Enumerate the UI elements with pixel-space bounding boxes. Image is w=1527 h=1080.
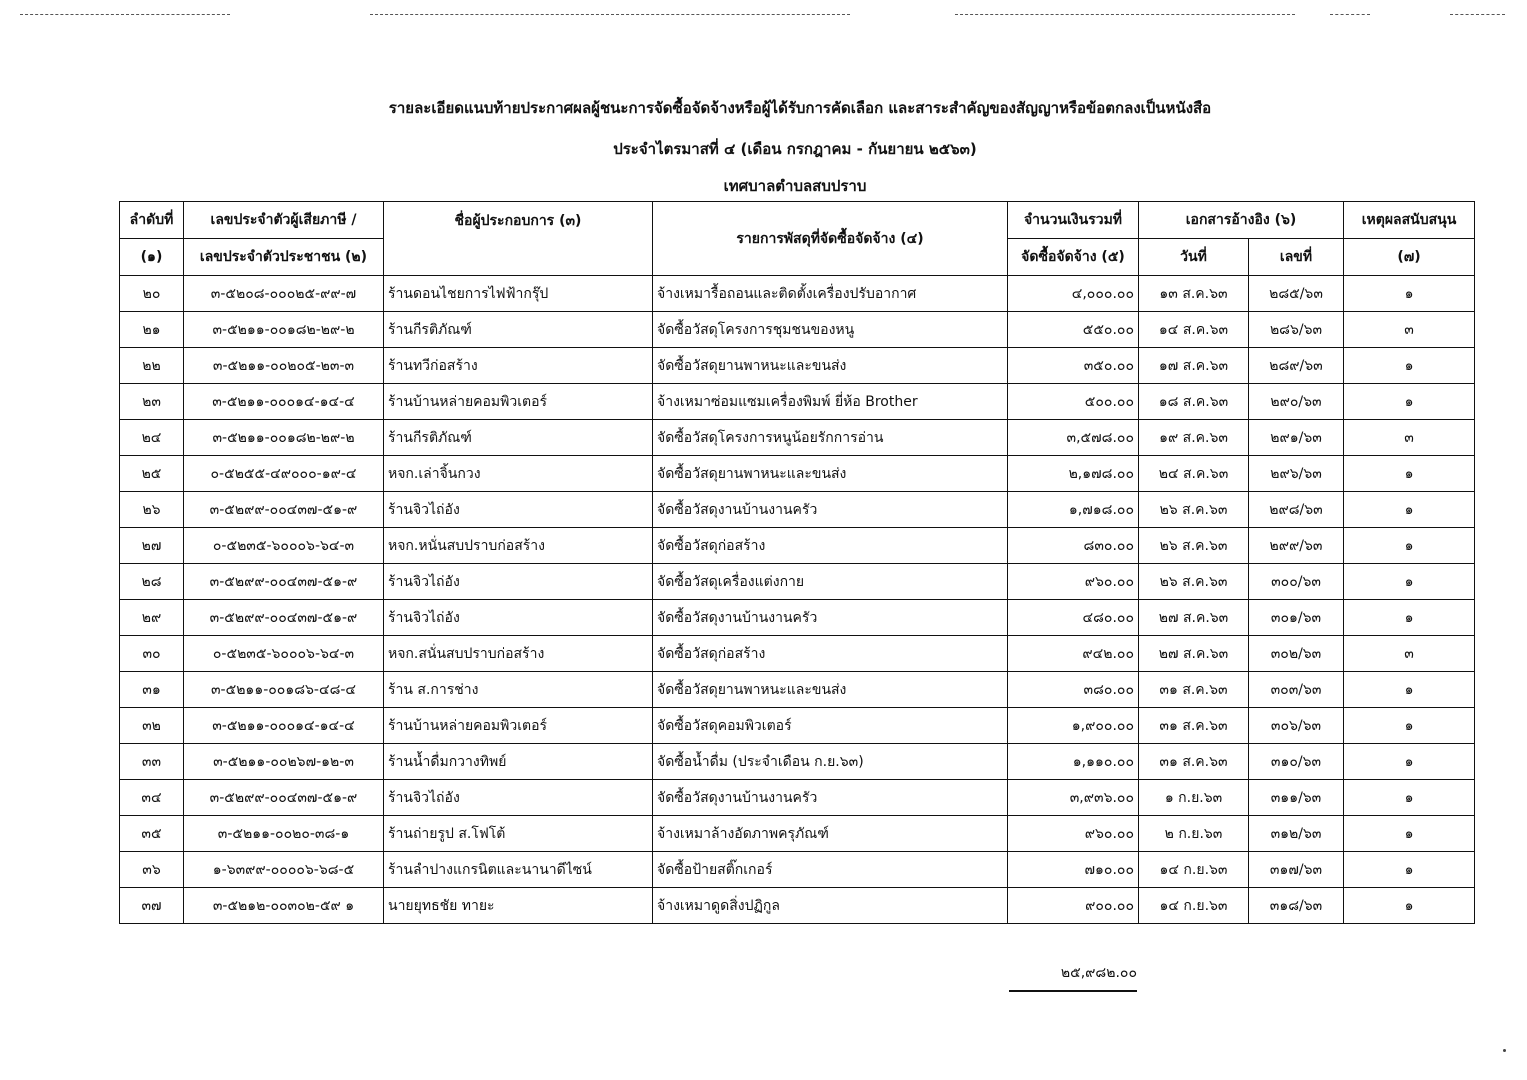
cell-taxid: ๐-๕๒๕๕-๔๙๐๐๐-๑๙-๔ bbox=[184, 456, 384, 492]
cell-seq: ๓๗ bbox=[120, 888, 184, 924]
header-reason: เหตุผลสนับสนุน bbox=[1344, 202, 1475, 239]
header-item: รายการพัสดุที่จัดซื้อจัดจ้าง (๔) bbox=[653, 202, 1008, 276]
header-ref-no: เลขที่ bbox=[1249, 239, 1344, 276]
cell-ref-date: ๑๔ ส.ค.๖๓ bbox=[1139, 312, 1249, 348]
cell-reason: ๑ bbox=[1344, 708, 1475, 744]
cell-reason: ๑ bbox=[1344, 276, 1475, 312]
cell-item: จัดซื้อวัสดุงานบ้านงานครัว bbox=[653, 492, 1008, 528]
cell-reason: ๑ bbox=[1344, 816, 1475, 852]
cell-ref-no: ๓๐๓/๖๓ bbox=[1249, 672, 1344, 708]
cell-ref-date: ๒ ก.ย.๖๓ bbox=[1139, 816, 1249, 852]
cell-amount: ๔,๐๐๐.๐๐ bbox=[1008, 276, 1139, 312]
cell-item: จัดซื้อวัสดุคอมพิวเตอร์ bbox=[653, 708, 1008, 744]
cell-amount: ๓,๕๗๘.๐๐ bbox=[1008, 420, 1139, 456]
cell-taxid: ๑-๖๓๙๙-๐๐๐๐๖-๖๘-๕ bbox=[184, 852, 384, 888]
cell-taxid: ๓-๕๒๙๙-๐๐๔๓๗-๕๑-๙ bbox=[184, 492, 384, 528]
cell-ref-date: ๒๖ ส.ค.๖๓ bbox=[1139, 564, 1249, 600]
cell-seq: ๓๒ bbox=[120, 708, 184, 744]
table-row bbox=[120, 276, 1475, 312]
cell-ref-no: ๓๐๖/๖๓ bbox=[1249, 708, 1344, 744]
cell-vendor: ร้านจิวไถ่อัง bbox=[384, 564, 653, 600]
cell-amount: ๓๕๐.๐๐ bbox=[1008, 348, 1139, 384]
cell-item: จัดซื้อน้ำดื่ม (ประจำเดือน ก.ย.๖๓) bbox=[653, 744, 1008, 780]
cell-taxid: ๓-๕๒๑๑-๐๐๑๘๖-๔๘-๔ bbox=[184, 672, 384, 708]
table-row bbox=[120, 420, 1475, 456]
table-row bbox=[120, 528, 1475, 564]
cell-item: จัดซื้อวัสดุก่อสร้าง bbox=[653, 636, 1008, 672]
cell-reason: ๑ bbox=[1344, 888, 1475, 924]
grand-total: ๒๕,๙๘๒.๐๐ bbox=[1009, 962, 1137, 992]
cell-item: จัดซื้อวัสดุงานบ้านงานครัว bbox=[653, 600, 1008, 636]
cell-item: จัดซื้อวัสดุโครงการหนูน้อยรักการอ่าน bbox=[653, 420, 1008, 456]
cell-item: จัดซื้อวัสดุยานพาหนะและขนส่ง bbox=[653, 348, 1008, 384]
table-row bbox=[120, 564, 1475, 600]
cell-item: จัดซื้อวัสดุก่อสร้าง bbox=[653, 528, 1008, 564]
cell-amount: ๕๐๐.๐๐ bbox=[1008, 384, 1139, 420]
cell-taxid: ๐-๕๒๓๕-๖๐๐๐๖-๖๔-๓ bbox=[184, 528, 384, 564]
cell-amount: ๘๓๐.๐๐ bbox=[1008, 528, 1139, 564]
cell-ref-no: ๓๑๗/๖๓ bbox=[1249, 852, 1344, 888]
cell-reason: ๑ bbox=[1344, 564, 1475, 600]
cell-ref-date: ๑๙ ส.ค.๖๓ bbox=[1139, 420, 1249, 456]
cell-reason: ๓ bbox=[1344, 312, 1475, 348]
cell-amount: ๓,๙๓๖.๐๐ bbox=[1008, 780, 1139, 816]
cell-item: จัดซื้อป้ายสติ๊กเกอร์ bbox=[653, 852, 1008, 888]
cell-vendor: ร้านน้ำดื่มกวางทิพย์ bbox=[384, 744, 653, 780]
cell-item: จัดซื้อวัสดุโครงการชุมชนของหนู bbox=[653, 312, 1008, 348]
cell-ref-no: ๒๙๙/๖๓ bbox=[1249, 528, 1344, 564]
cell-reason: ๑ bbox=[1344, 780, 1475, 816]
cell-taxid: ๓-๕๒๑๑-๐๐๒๖๗-๑๒-๓ bbox=[184, 744, 384, 780]
cell-seq: ๓๔ bbox=[120, 780, 184, 816]
cell-vendor: ร้านจิวไถ่อัง bbox=[384, 600, 653, 636]
cell-item: จัดซื้อวัสดุงานบ้านงานครัว bbox=[653, 780, 1008, 816]
cell-item: จัดซื้อวัสดุยานพาหนะและขนส่ง bbox=[653, 456, 1008, 492]
cell-ref-date: ๓๑ ส.ค.๖๓ bbox=[1139, 672, 1249, 708]
scan-speck bbox=[1503, 1049, 1506, 1052]
table-row bbox=[120, 780, 1475, 816]
cell-seq: ๒๑ bbox=[120, 312, 184, 348]
cell-item: จ้างเหมาดูดสิ่งปฏิกูล bbox=[653, 888, 1008, 924]
cell-ref-no: ๓๑๐/๖๓ bbox=[1249, 744, 1344, 780]
cell-vendor: ร้าน ส.การช่าง bbox=[384, 672, 653, 708]
table-row bbox=[120, 636, 1475, 672]
document-title: รายละเอียดแนบท้ายประกาศผลผู้ชนะการจัดซื้อจัดจ้างหรือผู้ได้รับการคัดเลือก และสาระสำคัญของสัญญาหรือข้อตกลงเป็นหนังสือ bbox=[388, 99, 1212, 117]
header-taxid-line2: เลขประจำตัวประชาชน (๒) bbox=[184, 239, 384, 276]
cell-seq: ๓๑ bbox=[120, 672, 184, 708]
cell-reason: ๓ bbox=[1344, 420, 1475, 456]
cell-seq: ๓๖ bbox=[120, 852, 184, 888]
scan-artifact-top-mid bbox=[370, 14, 850, 15]
table-row bbox=[120, 888, 1475, 924]
cell-vendor: ร้านจิวไถ่อัง bbox=[384, 492, 653, 528]
cell-vendor: ร้านบ้านหล่ายคอมพิวเตอร์ bbox=[384, 384, 653, 420]
cell-amount: ๗๑๐.๐๐ bbox=[1008, 852, 1139, 888]
cell-ref-date: ๑๓ ส.ค.๖๓ bbox=[1139, 276, 1249, 312]
cell-vendor: ร้านจิวไถ่อัง bbox=[384, 780, 653, 816]
cell-ref-no: ๒๙๘/๖๓ bbox=[1249, 492, 1344, 528]
cell-ref-no: ๓๐๐/๖๓ bbox=[1249, 564, 1344, 600]
cell-seq: ๒๐ bbox=[120, 276, 184, 312]
procurement-table bbox=[119, 201, 1475, 924]
cell-ref-no: ๒๘๕/๖๓ bbox=[1249, 276, 1344, 312]
cell-item: จ้างเหมาซ่อมแซมเครื่องพิมพ์ ยี่ห้อ Brother bbox=[653, 384, 1008, 420]
cell-taxid: ๓-๕๒๐๘-๐๐๐๒๕-๙๙-๗ bbox=[184, 276, 384, 312]
cell-seq: ๒๒ bbox=[120, 348, 184, 384]
cell-item: จ้างเหมาล้างอัดภาพครุภัณฑ์ bbox=[653, 816, 1008, 852]
cell-vendor: หจก.เล่าจิ้นกวง bbox=[384, 456, 653, 492]
cell-taxid: ๓-๕๒๑๑-๐๐๑๘๒-๒๙-๒ bbox=[184, 312, 384, 348]
table-row bbox=[120, 672, 1475, 708]
table-row bbox=[120, 492, 1475, 528]
cell-vendor: หจก.สนั่นสบปราบก่อสร้าง bbox=[384, 636, 653, 672]
cell-reason: ๑ bbox=[1344, 744, 1475, 780]
cell-ref-date: ๒๔ ส.ค.๖๓ bbox=[1139, 456, 1249, 492]
cell-ref-no: ๒๘๖/๖๓ bbox=[1249, 312, 1344, 348]
cell-ref-no: ๒๘๙/๖๓ bbox=[1249, 348, 1344, 384]
cell-amount: ๙๐๐.๐๐ bbox=[1008, 888, 1139, 924]
cell-item: จ้างเหมารื้อถอนและติดตั้งเครื่องปรับอากาศ bbox=[653, 276, 1008, 312]
cell-seq: ๒๓ bbox=[120, 384, 184, 420]
header-amount-line2: จัดซื้อจัดจ้าง (๕) bbox=[1008, 239, 1139, 276]
cell-taxid: ๓-๕๒๑๑-๐๐๐๑๔-๑๔-๔ bbox=[184, 384, 384, 420]
organization-name: เทศบาลตำบลสบปราบ bbox=[723, 177, 867, 195]
table-row bbox=[120, 744, 1475, 780]
cell-reason: ๑ bbox=[1344, 672, 1475, 708]
cell-ref-date: ๑ ก.ย.๖๓ bbox=[1139, 780, 1249, 816]
table-row bbox=[120, 852, 1475, 888]
cell-ref-date: ๒๖ ส.ค.๖๓ bbox=[1139, 492, 1249, 528]
table-row bbox=[120, 816, 1475, 852]
cell-amount: ๑,๗๑๘.๐๐ bbox=[1008, 492, 1139, 528]
cell-seq: ๒๘ bbox=[120, 564, 184, 600]
cell-taxid: ๓-๕๒๑๑-๐๐๒๐๕-๒๓-๓ bbox=[184, 348, 384, 384]
cell-vendor: หจก.หนั่นสบปราบก่อสร้าง bbox=[384, 528, 653, 564]
cell-ref-date: ๑๘ ส.ค.๖๓ bbox=[1139, 384, 1249, 420]
header-seq: ลำดับที่ bbox=[120, 202, 184, 239]
cell-taxid: ๓-๕๒๙๙-๐๐๔๓๗-๕๑-๙ bbox=[184, 780, 384, 816]
cell-reason: ๑ bbox=[1344, 456, 1475, 492]
table-row bbox=[120, 708, 1475, 744]
cell-item: จัดซื้อวัสดุยานพาหนะและขนส่ง bbox=[653, 672, 1008, 708]
scan-artifact-top-left bbox=[20, 14, 230, 15]
cell-seq: ๒๕ bbox=[120, 456, 184, 492]
cell-vendor: นายยุทธชัย ทายะ bbox=[384, 888, 653, 924]
cell-seq: ๒๔ bbox=[120, 420, 184, 456]
cell-seq: ๒๙ bbox=[120, 600, 184, 636]
table-row bbox=[120, 600, 1475, 636]
cell-amount: ๙๔๒.๐๐ bbox=[1008, 636, 1139, 672]
cell-reason: ๑ bbox=[1344, 600, 1475, 636]
cell-ref-date: ๓๑ ส.ค.๖๓ bbox=[1139, 708, 1249, 744]
cell-seq: ๒๗ bbox=[120, 528, 184, 564]
scan-artifact-top-corner bbox=[1330, 14, 1370, 15]
cell-vendor: ร้านกีรติภัณฑ์ bbox=[384, 420, 653, 456]
cell-amount: ๓๘๐.๐๐ bbox=[1008, 672, 1139, 708]
header-ref-docs: เอกสารอ้างอิง (๖) bbox=[1139, 202, 1344, 239]
cell-reason: ๑ bbox=[1344, 348, 1475, 384]
cell-item: จัดซื้อวัสดุเครื่องแต่งกาย bbox=[653, 564, 1008, 600]
header-ref-date: วันที่ bbox=[1139, 239, 1249, 276]
cell-reason: ๑ bbox=[1344, 528, 1475, 564]
cell-reason: ๑ bbox=[1344, 852, 1475, 888]
cell-ref-no: ๓๐๒/๖๓ bbox=[1249, 636, 1344, 672]
cell-seq: ๓๓ bbox=[120, 744, 184, 780]
cell-vendor: ร้านดอนไชยการไฟฟ้ากรุ๊ป bbox=[384, 276, 653, 312]
cell-taxid: ๐-๕๒๓๕-๖๐๐๐๖-๖๔-๓ bbox=[184, 636, 384, 672]
document-subtitle: ประจำไตรมาสที่ ๔ (เดือน กรกฎาคม - กันยายน ๒๕๖๓) bbox=[613, 140, 977, 158]
cell-ref-date: ๑๔ ก.ย.๖๓ bbox=[1139, 852, 1249, 888]
cell-ref-date: ๑๔ ก.ย.๖๓ bbox=[1139, 888, 1249, 924]
cell-ref-no: ๒๙๖/๖๓ bbox=[1249, 456, 1344, 492]
cell-taxid: ๓-๕๒๙๙-๐๐๔๓๗-๕๑-๙ bbox=[184, 564, 384, 600]
cell-amount: ๙๖๐.๐๐ bbox=[1008, 564, 1139, 600]
table-row bbox=[120, 456, 1475, 492]
cell-seq: ๓๐ bbox=[120, 636, 184, 672]
cell-ref-no: ๒๙๑/๖๓ bbox=[1249, 420, 1344, 456]
header-seq-number: (๑) bbox=[120, 239, 184, 276]
cell-ref-no: ๓๐๑/๖๓ bbox=[1249, 600, 1344, 636]
cell-reason: ๓ bbox=[1344, 636, 1475, 672]
cell-ref-date: ๑๗ ส.ค.๖๓ bbox=[1139, 348, 1249, 384]
cell-taxid: ๓-๕๒๑๒-๐๐๓๐๒-๕๙ ๑ bbox=[184, 888, 384, 924]
cell-taxid: ๓-๕๒๑๑-๐๐๑๘๒-๒๙-๒ bbox=[184, 420, 384, 456]
cell-vendor: ร้านถ่ายรูป ส.โฟโต้ bbox=[384, 816, 653, 852]
cell-ref-date: ๒๖ ส.ค.๖๓ bbox=[1139, 528, 1249, 564]
header-taxid: เลขประจำตัวผู้เสียภาษี / bbox=[184, 202, 384, 239]
cell-reason: ๑ bbox=[1344, 492, 1475, 528]
cell-ref-no: ๓๑๘/๖๓ bbox=[1249, 888, 1344, 924]
cell-vendor: ร้านลำปางแกรนิตและนานาดีไซน์ bbox=[384, 852, 653, 888]
cell-seq: ๓๕ bbox=[120, 816, 184, 852]
cell-amount: ๑,๙๐๐.๐๐ bbox=[1008, 708, 1139, 744]
header-vendor: ชื่อผู้ประกอบการ (๓) bbox=[384, 202, 653, 276]
table-row bbox=[120, 384, 1475, 420]
header-amount: จำนวนเงินรวมที่ bbox=[1008, 202, 1139, 239]
scan-artifact-top-edge bbox=[1450, 14, 1505, 15]
cell-ref-date: ๒๗ ส.ค.๖๓ bbox=[1139, 600, 1249, 636]
cell-taxid: ๓-๕๒๙๙-๐๐๔๓๗-๕๑-๙ bbox=[184, 600, 384, 636]
scan-artifact-top-right bbox=[955, 14, 1295, 15]
cell-ref-date: ๓๑ ส.ค.๖๓ bbox=[1139, 744, 1249, 780]
cell-amount: ๕๕๐.๐๐ bbox=[1008, 312, 1139, 348]
cell-amount: ๔๘๐.๐๐ bbox=[1008, 600, 1139, 636]
cell-ref-no: ๓๑๒/๖๓ bbox=[1249, 816, 1344, 852]
cell-amount: ๒,๑๗๘.๐๐ bbox=[1008, 456, 1139, 492]
cell-amount: ๙๖๐.๐๐ bbox=[1008, 816, 1139, 852]
table-row bbox=[120, 312, 1475, 348]
cell-reason: ๑ bbox=[1344, 384, 1475, 420]
cell-vendor: ร้านทวีก่อสร้าง bbox=[384, 348, 653, 384]
cell-vendor: ร้านกีรติภัณฑ์ bbox=[384, 312, 653, 348]
cell-taxid: ๓-๕๒๑๑-๐๐๐๑๔-๑๔-๔ bbox=[184, 708, 384, 744]
cell-taxid: ๓-๕๒๑๑-๐๐๒๐-๓๘-๑ bbox=[184, 816, 384, 852]
cell-ref-date: ๒๗ ส.ค.๖๓ bbox=[1139, 636, 1249, 672]
table-row bbox=[120, 348, 1475, 384]
header-reason-number: (๗) bbox=[1344, 239, 1475, 276]
cell-vendor: ร้านบ้านหล่ายคอมพิวเตอร์ bbox=[384, 708, 653, 744]
cell-ref-no: ๓๑๑/๖๓ bbox=[1249, 780, 1344, 816]
cell-amount: ๑,๑๑๐.๐๐ bbox=[1008, 744, 1139, 780]
cell-seq: ๒๖ bbox=[120, 492, 184, 528]
cell-ref-no: ๒๙๐/๖๓ bbox=[1249, 384, 1344, 420]
